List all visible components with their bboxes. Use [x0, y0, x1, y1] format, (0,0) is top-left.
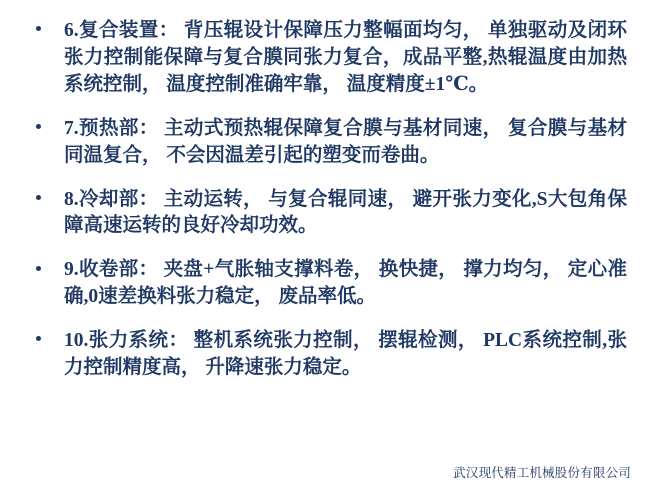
company-footer: 武汉现代精工机械股份有限公司: [453, 466, 631, 480]
bullet-dot-icon: [36, 195, 41, 200]
list-item: [18, 116, 627, 170]
bullet-dot-icon: [36, 266, 41, 271]
list-item: [18, 328, 627, 382]
list-item-text: 7.预热部： 主动式预热辊保障复合膜与基材同速， 复合膜与基材同温复合， 不会因温差引起的塑变而卷曲。: [64, 117, 627, 166]
bullet-dot-icon: [36, 336, 41, 341]
list-item: [18, 257, 627, 311]
bullet-list: [18, 18, 627, 382]
list-item: [18, 18, 627, 99]
list-item-text: 10.张力系统： 整机系统张力控制， 摆辊检测， PLC系统控制,张力控制精度高， 升降速张力稳定。: [64, 330, 627, 379]
list-item-text: 8.冷却部： 主动运转， 与复合辊同速， 避开张力变化,S大包角保障高速运转的良好冷却功效。: [64, 188, 627, 237]
list-item: [18, 187, 627, 241]
bullet-dot-icon: [36, 26, 41, 31]
bullet-dot-icon: [36, 124, 41, 129]
list-item-text: 6.复合装置： 背压辊设计保障压力整幅面均匀， 单独驱动及闭环张力控制能保障与复合膜同张力复合，成品平整,热辊温度由加热系统控制， 温度控制准确牢靠， 温度精度±1℃。: [64, 20, 627, 95]
list-item-text: 9.收卷部： 夹盘+气胀轴支撑料卷， 换快捷， 撑力均匀， 定心准确,0速差换料张力稳定， 废品率低。: [64, 259, 627, 308]
